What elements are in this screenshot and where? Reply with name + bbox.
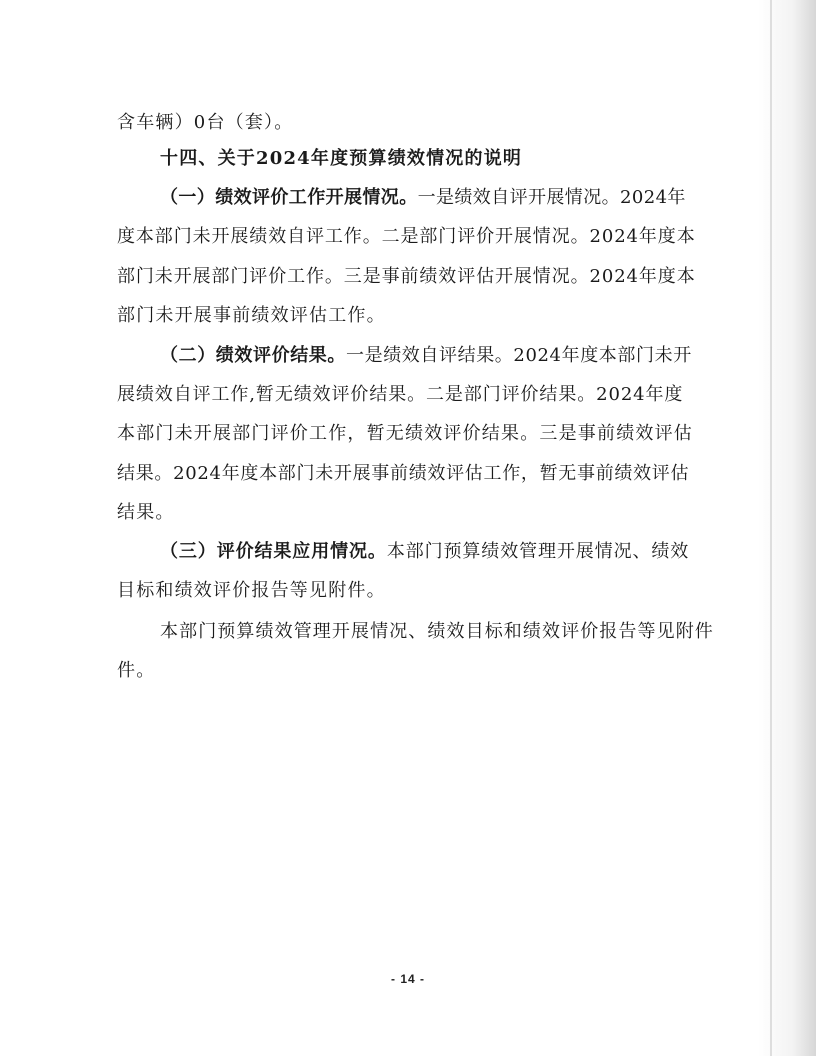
paragraph-4-line-1: 本部门预算绩效管理开展情况、绩效目标和绩效评价报告等见附件 (160, 621, 714, 642)
section-heading: 十四、关于2024年度预算绩效情况的说明 (160, 148, 523, 169)
text-line-1: 含车辆）0台（套）。 (117, 112, 294, 133)
scan-shadow (758, 0, 816, 1056)
paragraph-2-line-4: 结果。2024年度本部门未开展事前绩效评估工作，暂无事前绩效评估 (117, 463, 690, 484)
paragraph-1-line-2: 度本部门未开展绩效自评工作。二是部门评价开展情况。2024年度本 (117, 226, 696, 247)
paragraph-4-line-2: 件。 (117, 660, 156, 681)
paragraph-2-line-1: （二）绩效评价结果。一是绩效自评结果。2024年度本部门未开 (160, 345, 692, 366)
paragraph-2-line-5: 结果。 (117, 502, 175, 523)
page-number: - 14 - (390, 972, 425, 986)
paragraph-3-line-1: （三）评价结果应用情况。本部门预算绩效管理开展情况、绩效 (160, 541, 690, 562)
subheading-2: （二）绩效评价结果。 (160, 345, 346, 366)
scan-edge (770, 0, 772, 1056)
paragraph-2-line-2: 展绩效自评工作,暂无绩效评价结果。二是部门评价结果。2024年度 (117, 384, 684, 405)
subheading-3: （三）评价结果应用情况。 (160, 541, 387, 562)
paragraph-1-line-3: 部门未开展部门评价工作。三是事前绩效评估开展情况。2024年度本 (117, 266, 696, 287)
subheading-1: （一）绩效评价工作开展情况。 (160, 187, 418, 208)
paragraph-1-line-1: （一）绩效评价工作开展情况。一是绩效自评开展情况。2024年 (160, 187, 686, 208)
paragraph-3-line-2: 目标和绩效评价报告等见附件。 (117, 580, 386, 601)
paragraph-2-line-3: 本部门未开展部门评价工作，暂无绩效评价结果。三是事前绩效评估 (117, 423, 693, 444)
paragraph-1-line-4: 部门未开展事前绩效评估工作。 (117, 305, 386, 326)
